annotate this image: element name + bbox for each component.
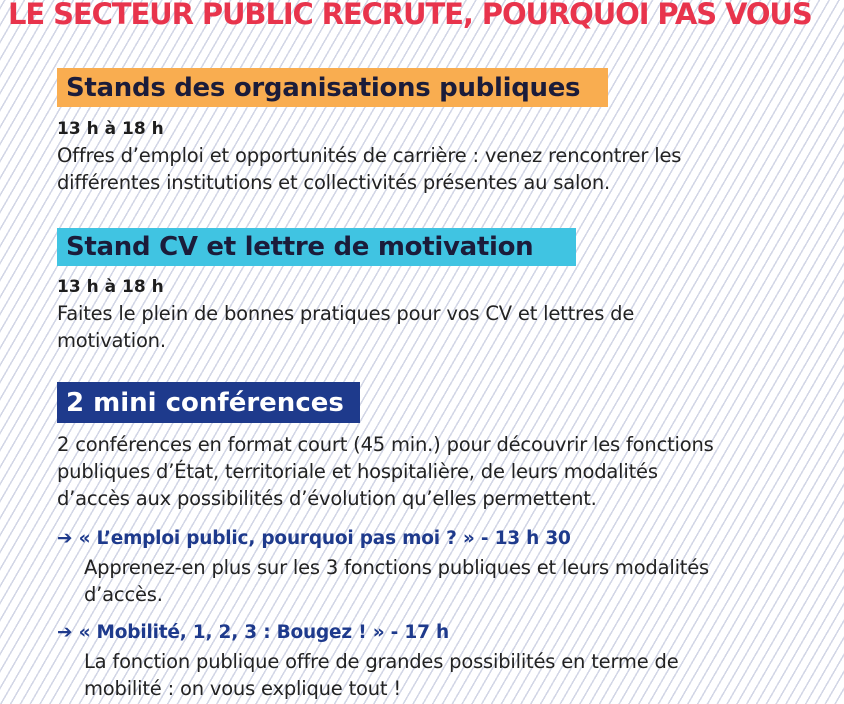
- conference-title: [57, 622, 449, 643]
- section-text-line: Faites le plein de bonnes pratiques pour vos CV et lettres de: [57, 302, 635, 325]
- arrow-right-icon: ➔: [57, 528, 73, 549]
- arrow-right-icon: ➔: [57, 622, 73, 643]
- conference-text-line: mobilité : on vous explique tout !: [84, 677, 401, 700]
- section-text-line: Offres d’emploi et opportunités de carrière : venez rencontrer les: [57, 144, 682, 167]
- section-text-line: d’accès aux possibilités d’évolution qu’elles permettent.: [57, 487, 597, 510]
- section-heading-cv: Stand CV et lettre de motivation: [57, 228, 576, 266]
- section-text-line: motivation.: [57, 329, 166, 352]
- conference-title-text: « L’emploi public, pourquoi pas moi ? » - 13 h 30: [78, 528, 571, 549]
- section-time-cv: 13 h à 18 h: [57, 277, 164, 297]
- conference-text-line: d’accès.: [84, 583, 163, 606]
- section-heading-conferences: 2 mini conférences: [57, 382, 360, 423]
- conference-title-text: « Mobilité, 1, 2, 3 : Bougez ! » - 17 h: [78, 622, 449, 643]
- section-text-line: différentes institutions et collectivités présentes au salon.: [57, 171, 611, 194]
- page-title: LE SECTEUR PUBLIC RECRUTE, POURQUOI PAS VOUS: [8, 0, 812, 31]
- conference-text-line: La fonction publique offre de grandes possibilités en terme de: [84, 650, 679, 673]
- section-time-stands: 13 h à 18 h: [57, 119, 164, 139]
- conference-title: [57, 528, 571, 549]
- section-text-line: 2 conférences en format court (45 min.) pour découvrir les fonctions: [57, 433, 714, 456]
- section-text-line: publiques d’État, territoriale et hospitalière, de leurs modalités: [57, 460, 658, 483]
- conference-text-line: Apprenez-en plus sur les 3 fonctions publiques et leurs modalités: [84, 556, 709, 579]
- section-heading-stands: Stands des organisations publiques: [57, 68, 608, 107]
